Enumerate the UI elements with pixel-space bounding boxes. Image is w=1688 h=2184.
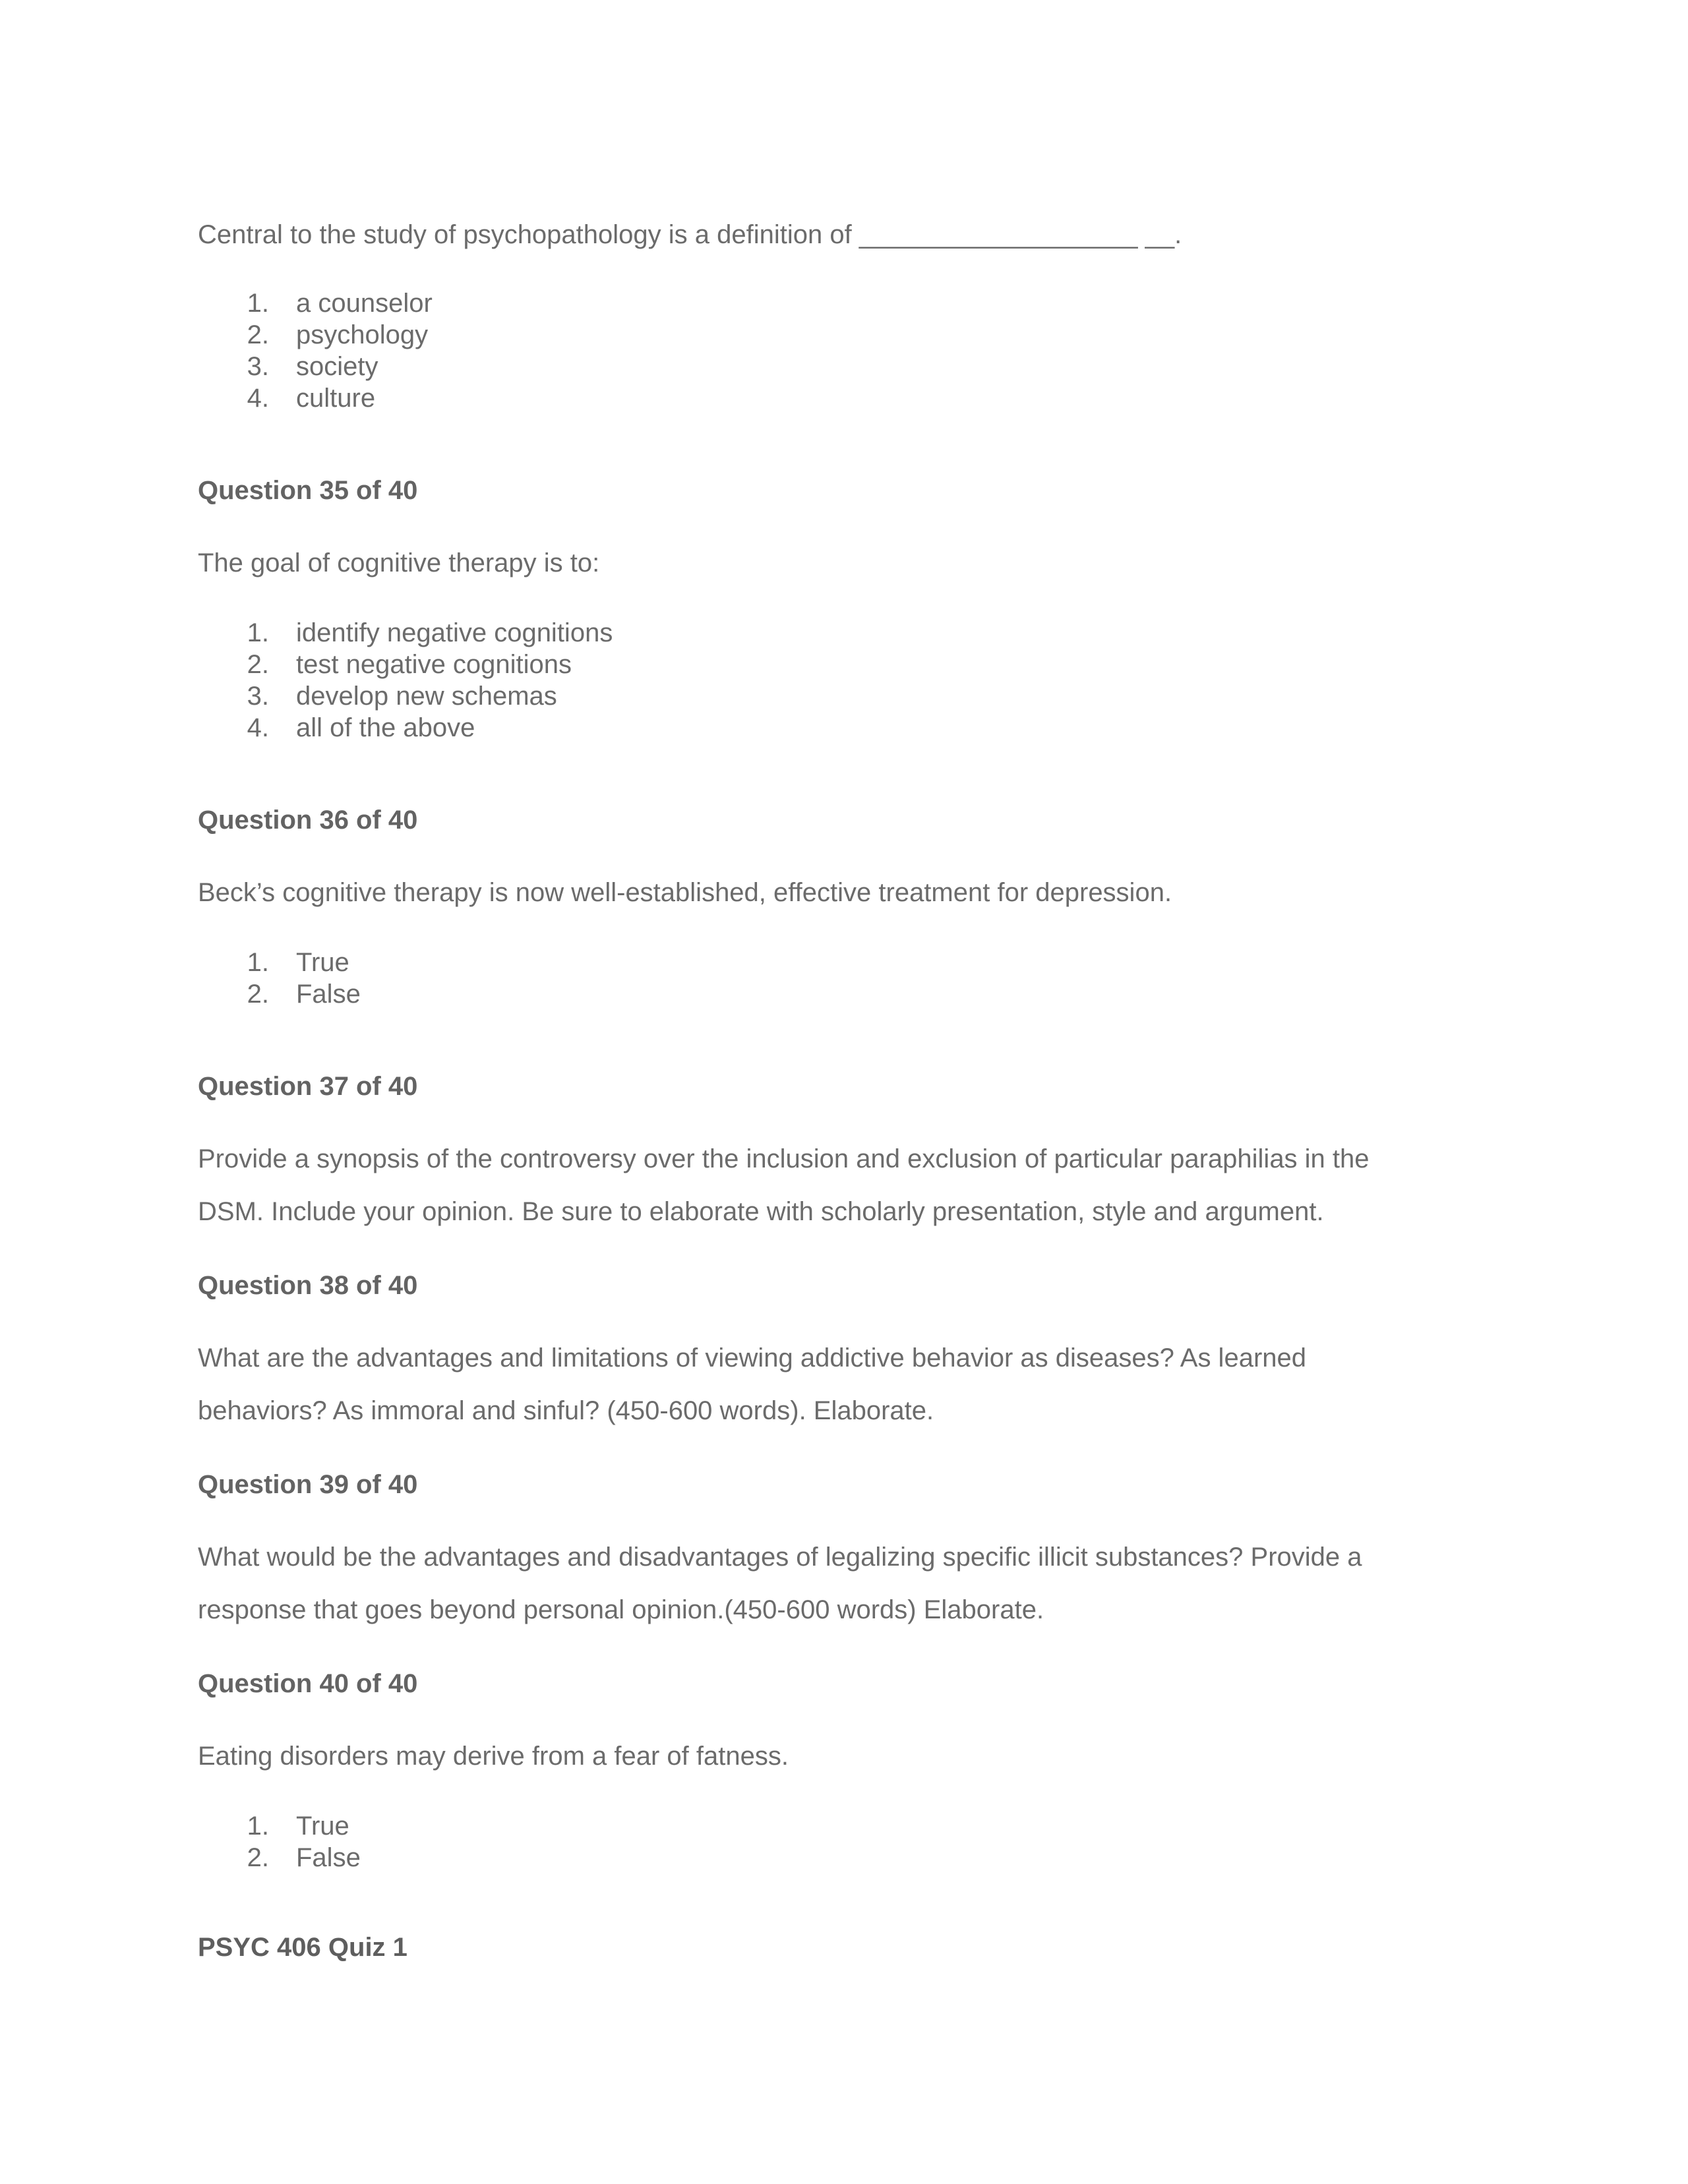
- option: 3. develop new schemas: [247, 682, 557, 711]
- option: 1. a counselor: [247, 289, 433, 318]
- option: 1. True: [247, 948, 349, 977]
- question-34: [198, 208, 1503, 261]
- option: 2. False: [247, 1843, 361, 1872]
- question-40-text: Eating disorders may derive from a fear of fatness.: [198, 1742, 789, 1771]
- quiz-title: PSYC 406 Quiz 1: [198, 1933, 407, 1962]
- question-39-line: What would be the advantages and disadvantages of legalizing specific illicit substances? Provide a: [198, 1543, 1362, 1572]
- option: 2. psychology: [247, 320, 429, 349]
- question-39: [198, 1469, 1503, 1500]
- question-37-line: Provide a synopsis of the controversy over the inclusion and exclusion of particular paraphilias in the: [198, 1144, 1370, 1173]
- question-40: [198, 1668, 1503, 1699]
- question-37-line: DSM. Include your opinion. Be sure to elaborate with scholarly presentation, style and argument.: [198, 1197, 1324, 1226]
- question-36-heading: Question 36 of 40: [198, 806, 418, 835]
- option: 2. False: [247, 980, 361, 1009]
- question-35: [198, 475, 1503, 506]
- question-37: [198, 1071, 1503, 1102]
- option: 2. test negative cognitions: [247, 650, 572, 679]
- question-38: [198, 1270, 1503, 1301]
- question-37-body: [198, 1133, 1503, 1238]
- question-40-body: [198, 1730, 1503, 1783]
- question-35-options: [198, 617, 1503, 744]
- question-36-body: [198, 866, 1503, 919]
- question-35-body: [198, 537, 1503, 589]
- question-36-options: [198, 947, 1503, 1010]
- question-38-body: [198, 1332, 1503, 1437]
- question-36-text: Beck’s cognitive therapy is now well-established, effective treatment for depression.: [198, 878, 1172, 907]
- question-40-options: [198, 1810, 1503, 1874]
- question-39-line: response that goes beyond personal opinion.(450-600 words) Elaborate.: [198, 1595, 1044, 1624]
- option: 3. society: [247, 352, 378, 381]
- question-35-text: The goal of cognitive therapy is to:: [198, 548, 600, 577]
- question-39-body: [198, 1531, 1503, 1636]
- section-heading: [198, 1932, 1503, 1963]
- question-38-heading: Question 38 of 40: [198, 1271, 418, 1300]
- question-40-heading: Question 40 of 40: [198, 1669, 418, 1698]
- question-34-options: [198, 287, 1503, 414]
- option: 1. True: [247, 1812, 349, 1841]
- question-36: [198, 804, 1503, 836]
- option: 4. culture: [247, 384, 376, 413]
- option: 1. identify negative cognitions: [247, 618, 613, 647]
- question-35-heading: Question 35 of 40: [198, 476, 418, 505]
- question-38-line: behaviors? As immoral and sinful? (450-600 words). Elaborate.: [198, 1396, 934, 1425]
- option: 4. all of the above: [247, 713, 475, 742]
- question-34-text: Central to the study of psychopathology is a definition of ___________________ __.: [198, 220, 1182, 249]
- question-37-heading: Question 37 of 40: [198, 1072, 418, 1101]
- question-38-line: What are the advantages and limitations of viewing addictive behavior as diseases? As learned: [198, 1343, 1306, 1372]
- question-39-heading: Question 39 of 40: [198, 1470, 418, 1499]
